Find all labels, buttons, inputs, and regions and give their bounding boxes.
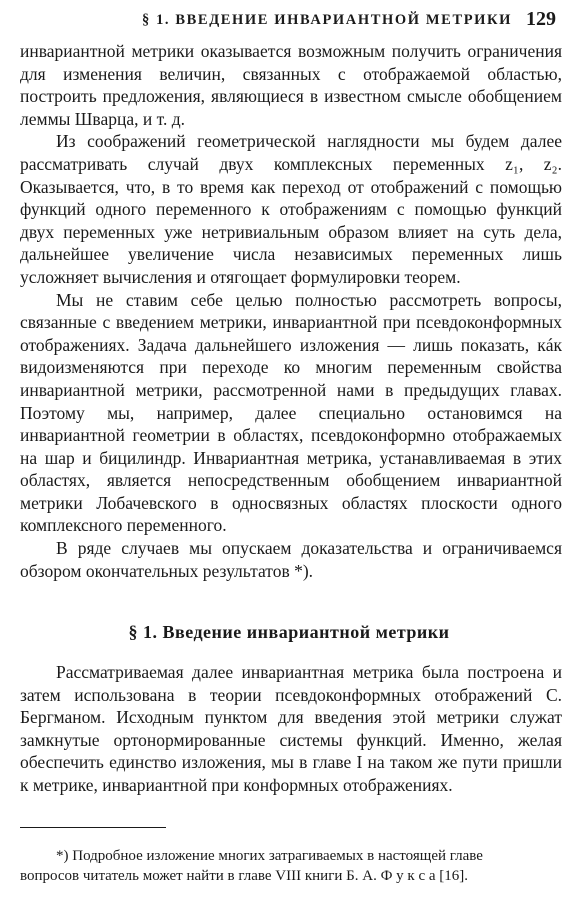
page-number: 129: [526, 8, 556, 30]
paragraph-4: В ряде случаев мы опускаем доказательства и ограничиваемся обзором окончательных результатов *).: [20, 538, 562, 581]
paragraph-1: инвариантной метрики оказывается возможным получить ограничения для изменения величин, связанных с отображаемой областью, построить предложения, являющиеся в известном смысле обобщением леммы Шварца, и т. д.: [20, 41, 562, 129]
paragraph-3: Мы не ставим себе целью полностью рассмотреть вопросы, связанные с введением метрики, инвариантной при псевдоконформных отображениях. Задача дальнейшего изложения — лишь показать, кáк видоизменяются при переходе ко многим переменным свойства инвариантной метрики, рассмотренной нами в предыдущих главах. Поэтому мы, например, далее специально остановимся на инвариантной геометрии в областях, псевдоконформно отображаемых на шар и бицилиндр. Инвариантная метрика, устанавливаемая в этих областях, является непосредственным обобщением инвариантной метрики Лобачевского в односвязных областях плоскости одного комплексного переменного.: [20, 289, 562, 536]
body-text-top: [20, 40, 562, 582]
running-head: [20, 8, 562, 36]
body-text-bottom: [20, 661, 562, 797]
paragraph-5: Рассматриваемая далее инвариантная метрика была построена и затем использована в теории псевдоконформных отображений С. Бергманом. Исходным пунктом для введения этой метрики служат замкнутые ортонормированные системы функций. Именно, желая обеспечить единство изложения, мы в главе I на таком же пути пришли к метрике, инвариантной при конформных отображениях.: [20, 662, 562, 795]
paragraph-2: Из соображений геометрической наглядности мы будем далее рассматривать случай двух комплексных переменных z₁, z₂. Оказывается, что, в то время как переход от отображений с помощью функций одного переменного к отображениям с помощью функций двух переменных уже нетривиальным образом влияет на суть дела, дальнейшее увеличение числа независимых переменных лишь усложняет вычисления и отягощает формулировки теорем.: [20, 131, 562, 287]
footnote-line-1: *) Подробное изложение многих затрагиваемых в настоящей главе: [56, 848, 483, 864]
footnote-line-2: вопросов читатель может найти в главе VIII книги Б. А. Ф у к с а [16].: [20, 868, 469, 884]
footnote-rule: [20, 827, 166, 828]
footnote: [20, 846, 562, 886]
section-heading: § 1. Введение инвариантной метрики: [128, 622, 450, 642]
running-head-title: § 1. ВВЕДЕНИЕ ИНВАРИАНТНОЙ МЕТРИКИ: [142, 12, 513, 28]
